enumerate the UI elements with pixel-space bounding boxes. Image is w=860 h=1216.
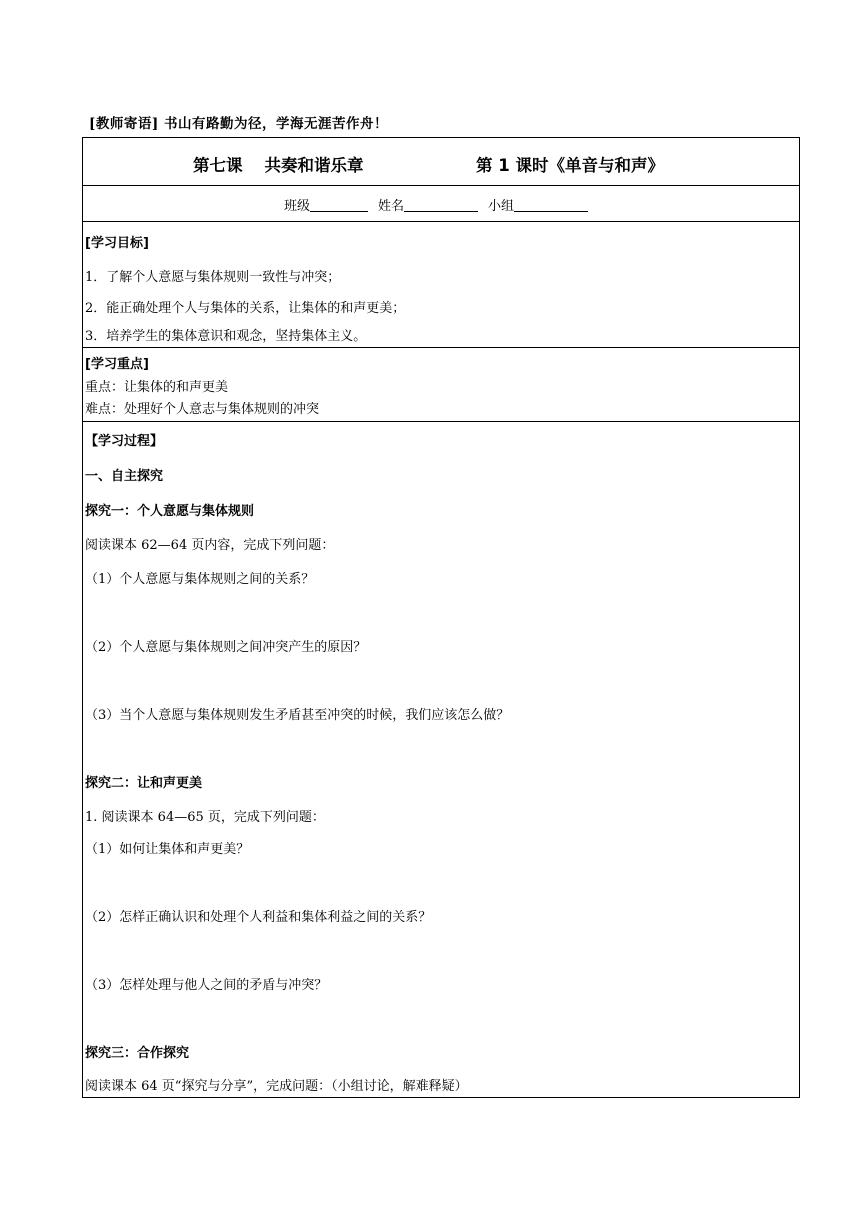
name-label: 姓名 xyxy=(377,199,404,214)
process-heading: 【学习过程】 xyxy=(85,434,164,449)
section-self-explore: 一、自主探究 xyxy=(85,469,164,484)
explore1-question-1: （1）个人意愿与集体规则之间的关系？ xyxy=(85,572,315,587)
goal-item-2: 2．能正确处理个人与集体的关系，让集体的和声更美； xyxy=(85,301,406,316)
explore1-intro: 阅读课本 62—64 页内容，完成下列问题： xyxy=(85,538,335,553)
teacher-motto: [教师寄语] 书山有路勤为径，学海无涯苦作舟！ xyxy=(89,116,388,132)
name-blank[interactable] xyxy=(404,197,478,212)
explore2-question-2: （2）怎样正确认识和处理个人利益和集体利益之间的关系？ xyxy=(85,910,432,925)
goal-item-1: 1．了解个人意愿与集体规则一致性与冲突； xyxy=(85,270,341,285)
chapter-name: 共奏和谐乐章 xyxy=(264,156,364,175)
learning-focus-section xyxy=(83,348,799,422)
group-label: 小组 xyxy=(488,199,515,214)
learning-goals-section xyxy=(83,222,799,348)
goals-heading: [学习目标] xyxy=(85,236,149,251)
worksheet-table xyxy=(82,137,800,1098)
learning-process-section xyxy=(83,422,799,1097)
goal-item-3: 3．培养学生的集体意识和观念，坚持集体主义。 xyxy=(85,329,367,344)
explore2-title: 探究二：让和声更美 xyxy=(85,776,203,791)
lesson-number: 第七课 xyxy=(193,156,243,175)
difficulty-point: 难点：处理好个人意志与集体规则的冲突 xyxy=(85,402,320,417)
class-label: 班级 xyxy=(283,199,310,214)
explore2-intro: 1. 阅读课本 64—65 页，完成下列问题： xyxy=(85,810,325,825)
title-row xyxy=(83,138,799,186)
student-info-row xyxy=(83,186,799,222)
lesson-title xyxy=(193,152,364,176)
class-blank[interactable] xyxy=(310,197,368,212)
key-point: 重点：让集体的和声更美 xyxy=(85,380,229,395)
explore2-question-1: （1）如何让集体和声更美？ xyxy=(85,842,250,857)
period-title: 第 1 课时《单音与和声》 xyxy=(476,156,664,175)
focus-heading: [学习重点] xyxy=(85,357,149,372)
explore1-question-3: （3）当个人意愿与集体规则发生矛盾甚至冲突的时候，我们应该怎么做？ xyxy=(85,708,510,723)
explore3-title: 探究三：合作探究 xyxy=(85,1046,190,1061)
explore2-question-3: （3）怎样处理与他人之间的矛盾与冲突？ xyxy=(85,978,328,993)
explore3-intro: 阅读课本 64 页“探究与分享”，完成问题：（小组讨论，解难释疑） xyxy=(85,1079,468,1094)
group-blank[interactable] xyxy=(514,197,588,212)
explore1-question-2: （2）个人意愿与集体规则之间冲突产生的原因？ xyxy=(85,640,367,655)
explore1-title: 探究一：个人意愿与集体规则 xyxy=(85,504,255,519)
